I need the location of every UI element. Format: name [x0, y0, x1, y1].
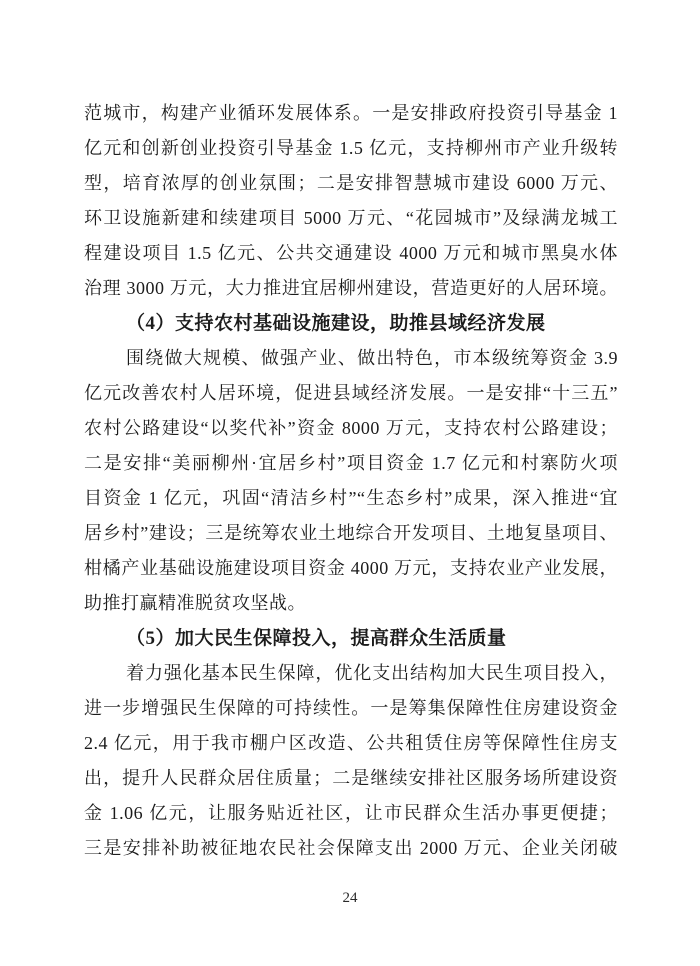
text-line: 环卫设施新建和续建项目 5000 万元、“花园城市”及绿满龙城工 [84, 208, 618, 228]
section-heading: （4）支持农村基础设施建设，助推县域经济发展 [126, 313, 546, 334]
text-line: 亿元改善农村人居环境，促进县域经济发展。一是安排“十三五” [84, 383, 618, 403]
text-line: 围绕做大规模、做强产业、做出特色，市本级统筹资金 3.9 [126, 348, 618, 368]
text-line: 程建设项目 1.5 亿元、公共交通建设 4000 万元和城市黑臭水体 [84, 243, 618, 263]
text-line: 进一步增强民生保障的可持续性。一是筹集保障性住房建设资金 [84, 698, 618, 718]
text-line: 柑橘产业基础设施建设项目资金 4000 万元，支持农业产业发展， [84, 558, 618, 578]
text-line: 2.4 亿元，用于我市棚户区改造、公共租赁住房等保障性住房支 [84, 733, 618, 753]
text-line: 范城市，构建产业循环发展体系。一是安排政府投资引导基金 1 [84, 103, 618, 123]
text-line: 居乡村”建设；三是统筹农业土地综合开发项目、土地复垦项目、 [84, 523, 618, 543]
section-heading: （5）加大民生保障投入，提高群众生活质量 [126, 628, 507, 649]
text-line: 亿元和创新创业投资引导基金 1.5 亿元，支持柳州市产业升级转 [84, 138, 618, 158]
text-line: 农村公路建设“以奖代补”资金 8000 万元，支持农村公路建设； [84, 418, 618, 438]
text-line: 三是安排补助被征地农民社会保障支出 2000 万元、企业关闭破 [84, 838, 618, 858]
text-line: 着力强化基本民生保障，优化支出结构加大民生项目投入， [126, 663, 618, 683]
text-line: 助推打赢精准脱贫攻坚战。 [84, 593, 306, 613]
page-number: 24 [342, 890, 358, 906]
text-line: 型，培育浓厚的创业氛围；二是安排智慧城市建设 6000 万元、 [84, 173, 618, 193]
text-line: 治理 3000 万元，大力推进宜居柳州建设，营造更好的人居环境。 [84, 278, 618, 298]
text-line: 二是安排“美丽柳州·宜居乡村”项目资金 1.7 亿元和村寨防火项 [84, 453, 618, 473]
text-line: 金 1.06 亿元，让服务贴近社区，让市民群众生活办事更便捷； [84, 803, 618, 823]
text-line: 出，提升人民群众居住质量；二是继续安排社区服务场所建设资 [84, 768, 618, 788]
text-line: 目资金 1 亿元，巩固“清洁乡村”“生态乡村”成果，深入推进“宜 [84, 488, 618, 508]
text-block [84, 96, 618, 866]
